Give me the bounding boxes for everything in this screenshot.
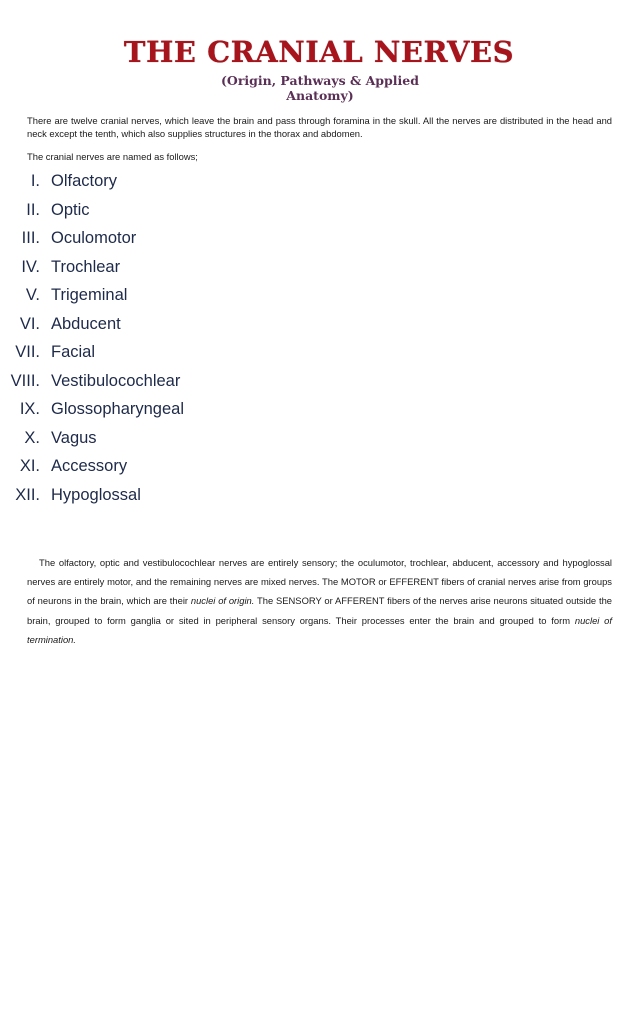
nerve-number: XI. (19, 457, 40, 475)
nerve-number: XII. (15, 485, 40, 504)
nerve-name: Vagus (51, 428, 97, 447)
nerve-number: IX. (19, 400, 40, 418)
page-title: THE CRANIAL NERVES (123, 35, 515, 69)
list-item (0, 427, 400, 456)
page-subtitle: (Origin, Pathways & Applied Anatomy) (221, 73, 419, 103)
list-item (0, 256, 400, 285)
nerve-number: III. (21, 229, 40, 247)
nerve-number: VII. (15, 343, 40, 361)
italic-term-nuclei-of-origin: nuclei of origin. (190, 595, 255, 607)
nerve-name: Accessory (51, 457, 128, 475)
nerve-number: VI. (19, 314, 40, 333)
list-item (0, 284, 400, 313)
list-item (0, 484, 400, 513)
nerve-number: I. (30, 172, 40, 190)
body-text: The olfactory, optic and vestibulocochlear nerves are entirely sensory; the oculumotor, trochlear, abducent, accessory and hypoglossal nerves are entirely motor, and the remaining nerves are mixed nerves. The MOTOR or EFFERENT fibers of cranial nerves arise from groups of neurons in the brain, which are their (27, 557, 612, 607)
nerve-name: Trochlear (51, 257, 121, 276)
nerve-number: V. (25, 286, 40, 304)
nerve-number: X. (24, 428, 40, 447)
nerve-name: Optic (51, 200, 90, 219)
nerve-name: Facial (51, 343, 96, 361)
nerve-name: Olfactory (51, 172, 118, 190)
nerve-number: II. (26, 200, 40, 219)
body-text: The SENSORY or AFFERENT fibers of the nerves arise neurons situated outside the brain, grouped to form ganglia or sited in peripheral sensory organs. Their processes enter the brain and grouped to form (27, 595, 612, 626)
nerve-name: Glossopharyngeal (51, 400, 184, 418)
nerve-name: Vestibulocochlear (51, 371, 181, 390)
nerve-function-paragraph (27, 553, 612, 649)
list-item (0, 170, 400, 199)
nerve-name: Trigeminal (51, 286, 128, 304)
italic-term-nuclei-of-termination: nuclei of termination. (27, 614, 612, 645)
list-item (0, 313, 400, 342)
list-item (0, 455, 400, 484)
list-item (0, 227, 400, 256)
cranial-nerve-list (0, 170, 400, 512)
list-item (0, 370, 400, 399)
nerve-number: VIII. (10, 371, 40, 390)
nerve-name: Abducent (51, 314, 121, 333)
list-item (0, 199, 400, 228)
nerve-number: IV. (21, 257, 40, 276)
list-item (0, 398, 400, 427)
list-item (0, 341, 400, 370)
intro-paragraph: There are twelve cranial nerves, which leave the brain and pass through foramina in the skull. All the nerves are distributed in the head and neck except the tenth, which also supplies structures in the thorax and abdomen. (27, 115, 612, 139)
nerve-name: Oculomotor (51, 229, 137, 247)
nerve-name: Hypoglossal (51, 485, 141, 504)
named-as-follows-line: The cranial nerves are named as follows; (27, 151, 198, 162)
